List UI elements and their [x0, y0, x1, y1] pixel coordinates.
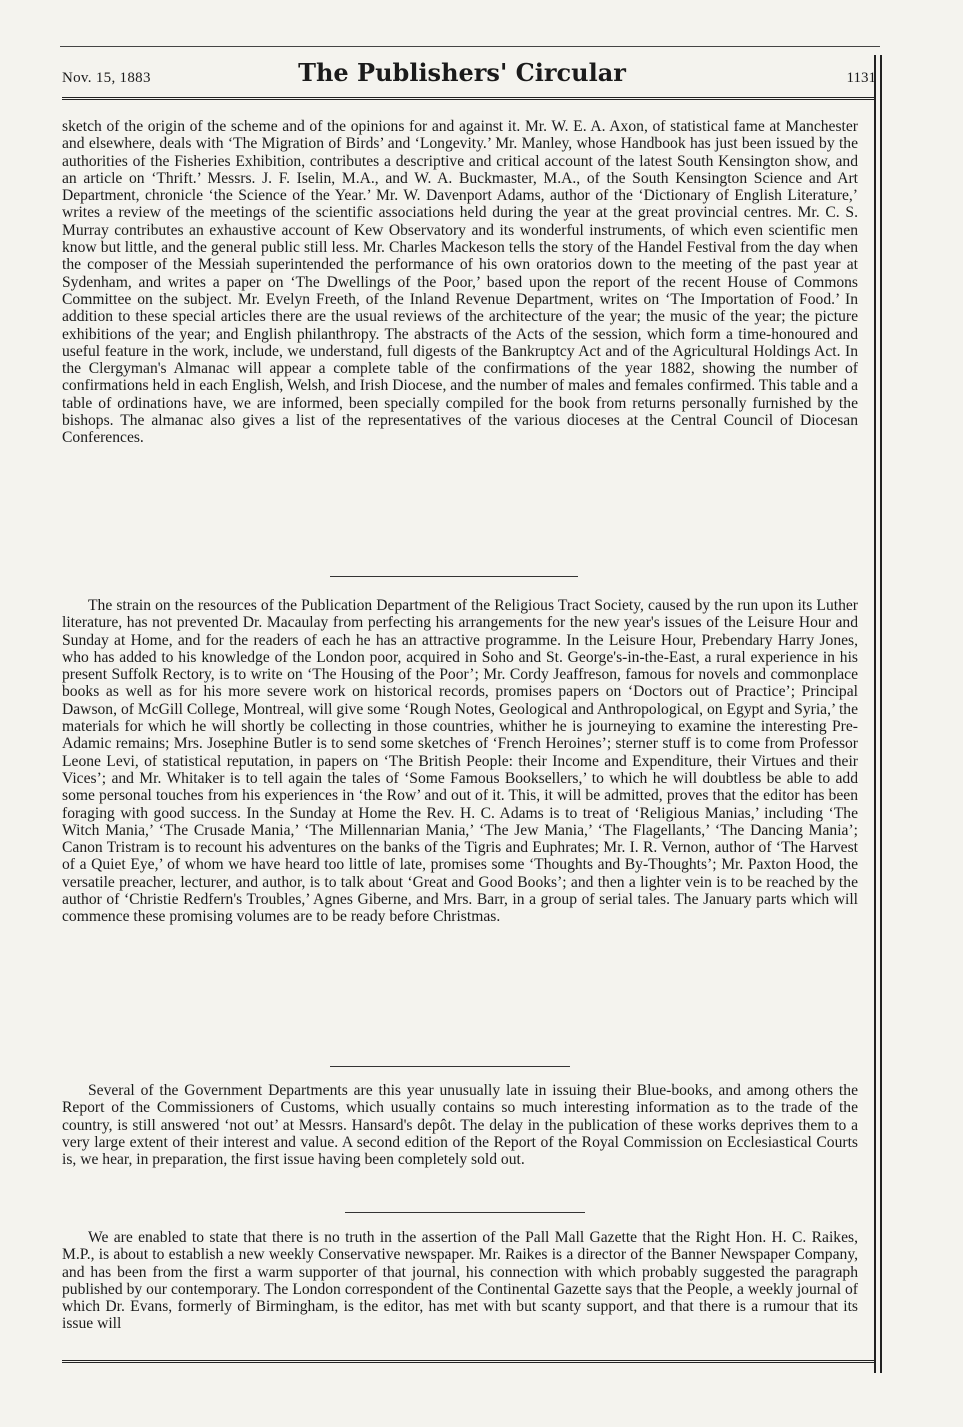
- section-divider: [330, 576, 578, 577]
- page-header: [62, 58, 876, 94]
- bottom-rule: [62, 1360, 874, 1363]
- journal-title: The Publishers' Circular: [298, 58, 626, 87]
- right-frame-rule: [874, 55, 882, 1373]
- section-divider: [330, 1066, 570, 1067]
- section-divider: [345, 1212, 585, 1213]
- article-paragraph-3: Several of the Government Departments are this year unusually late in issuing their Blue-books, and among others the Report of the Commissioners of Customs, which usually contains so much interesting information as to the trade of the country, is still answered ‘not out’ at Messrs. Hansard's depôt. The delay in the publication of these works deprives them to a very large extent of their interest and value. A second edition of the Report of the Royal Commission on Ecclesiastical Courts is, we hear, in preparation, the first issue having been completely sold out.: [62, 1082, 858, 1169]
- issue-date: Nov. 15, 1883: [62, 70, 151, 86]
- header-rule: [62, 97, 874, 100]
- page-number: 1131: [846, 70, 876, 86]
- article-paragraph-2: The strain on the resources of the Publication Department of the Religious Tract Society, caused by the run upon its Luther literature, has not prevented Dr. Macaulay from perfecting his arrangements for the new year's issues of the Leisure Hour and Sunday at Home, and for the readers of each he has an attractive programme. In the Leisure Hour, Prebendary Harry Jones, who has added to his knowledge of the London poor, acquired in Soho and St. George's-in-the-East, a rural experience in his present Suffolk Rectory, is to write on ‘The Housing of the Poor’; Mr. Cordy Jeaffreson, famous for novels and commonplace books as well as for his more severe work on historical records, promises papers on ‘Doctors out of Practice’; Principal Dawson, of McGill College, Montreal, will give some ‘Rough Notes, Geological and Anthropological, on Egypt and Syria,’ the materials for which he will shortly be collecting in those countries, whither he is journeying to examine the interesting Pre-Adamic remains; Mrs. Josephine Butler is to send some sketches of ‘French Heroines’; sterner stuff is to come from Professor Leone Levi, of statistical reputation, in papers on ‘The British People: their Income and Expenditure, their Virtues and their Vices’; and Mr. Whitaker is to tell again the tales of ‘Some Famous Booksellers,’ to which he will doubtless be able to add some personal touches from his experiences in ‘the Row’ and out of it. This, it will be admitted, proves that the editor has been foraging with good success. In the Sunday at Home the Rev. H. C. Adams is to treat of ‘Religious Manias,’ including ‘The Witch Mania,’ ‘The Crusade Mania,’ ‘The Millennarian Mania,’ ‘The Jew Mania,’ ‘The Flagellants,’ ‘The Dancing Mania’; Canon Tristram is to recount his adventures on the banks of the Tigris and Euphrates; Mr. I. R. Vernon, author of ‘The Harvest of a Quiet Eye,’ of whom we have heard too little of late, promises some ‘Thoughts and By-Thoughts’; Mr. Paxton Hood, the versatile preacher, lecturer, and author, is to talk about ‘Great and Good Books’; and then a lighter vein is to be reached by the author of ‘Christie Redfern's Troubles,’ Agnes Giberne, and Mrs. Barr, in a group of serial tales. The January parts which will commence these promising volumes are to be ready before Christmas.: [62, 597, 858, 926]
- top-rule: [60, 46, 880, 47]
- article-paragraph-4: We are enabled to state that there is no truth in the assertion of the Pall Mall Gazette that the Right Hon. H. C. Raikes, M.P., is about to establish a new weekly Conservative newspaper. Mr. Raikes is a director of the Banner Newspaper Company, and has been from the first a warm supporter of that journal, his connection with which probably suggested the paragraph published by our contemporary. The London correspondent of the Continental Gazette says that the People, a weekly journal of which Dr. Evans, formerly of Birmingham, is the editor, has met with but scanty support, and that there is a rumour that its issue will: [62, 1229, 858, 1333]
- article-paragraph-1: sketch of the origin of the scheme and of the opinions for and against it. Mr. W. E. A. Axon, of statistical fame at Manchester and elsewhere, deals with ‘The Migration of Birds’ and ‘Longevity.’ Mr. Manley, whose Handbook has just been issued by the authorities of the Fisheries Exhibition, contributes a descriptive and critical account of the latest South Kensington show, and an article on ‘Thrift.’ Messrs. J. F. Iselin, M.A., and W. A. Buckmaster, M.A., of the South Kensington Science and Art Department, chronicle ‘the Science of the Year.’ Mr. W. Davenport Adams, author of the ‘Dictionary of English Literature,’ writes a review of the meetings of the scientific associations held during the year at the great provincial centres. Mr. C. S. Murray contributes an exhaustive account of Kew Observatory and its wonderful instruments, of which even scientific men know but little, and the general public still less. Mr. Charles Mackeson tells the story of the Handel Festival from the day when the composer of the Messiah superintended the performance of his own oratorios down to the meeting of the past year at Sydenham, and writes a paper on ‘The Dwellings of the Poor,’ based upon the report of the recent House of Commons Committee on the subject. Mr. Evelyn Freeth, of the Inland Revenue Department, writes on ‘The Importation of Food.’ In addition to these special articles there are the usual reviews of the architecture of the year; the music of the year; the picture exhibitions of the year; and English philanthropy. The abstracts of the Acts of the session, which form a time-honoured and useful feature in the work, include, we understand, full digests of the Bankruptcy Act and of the Agricultural Holdings Act. In the Clergyman's Almanac will appear a complete table of the confirmations of the year 1882, showing the number of confirmations held in each English, Welsh, and Irish Diocese, and the number of males and females confirmed. This table and a table of ordinations have, we are informed, been specially compiled for the book from returns personally furnished by the bishops. The almanac also gives a list of the representatives of the various dioceses at the Central Council of Diocesan Conferences.: [62, 118, 858, 447]
